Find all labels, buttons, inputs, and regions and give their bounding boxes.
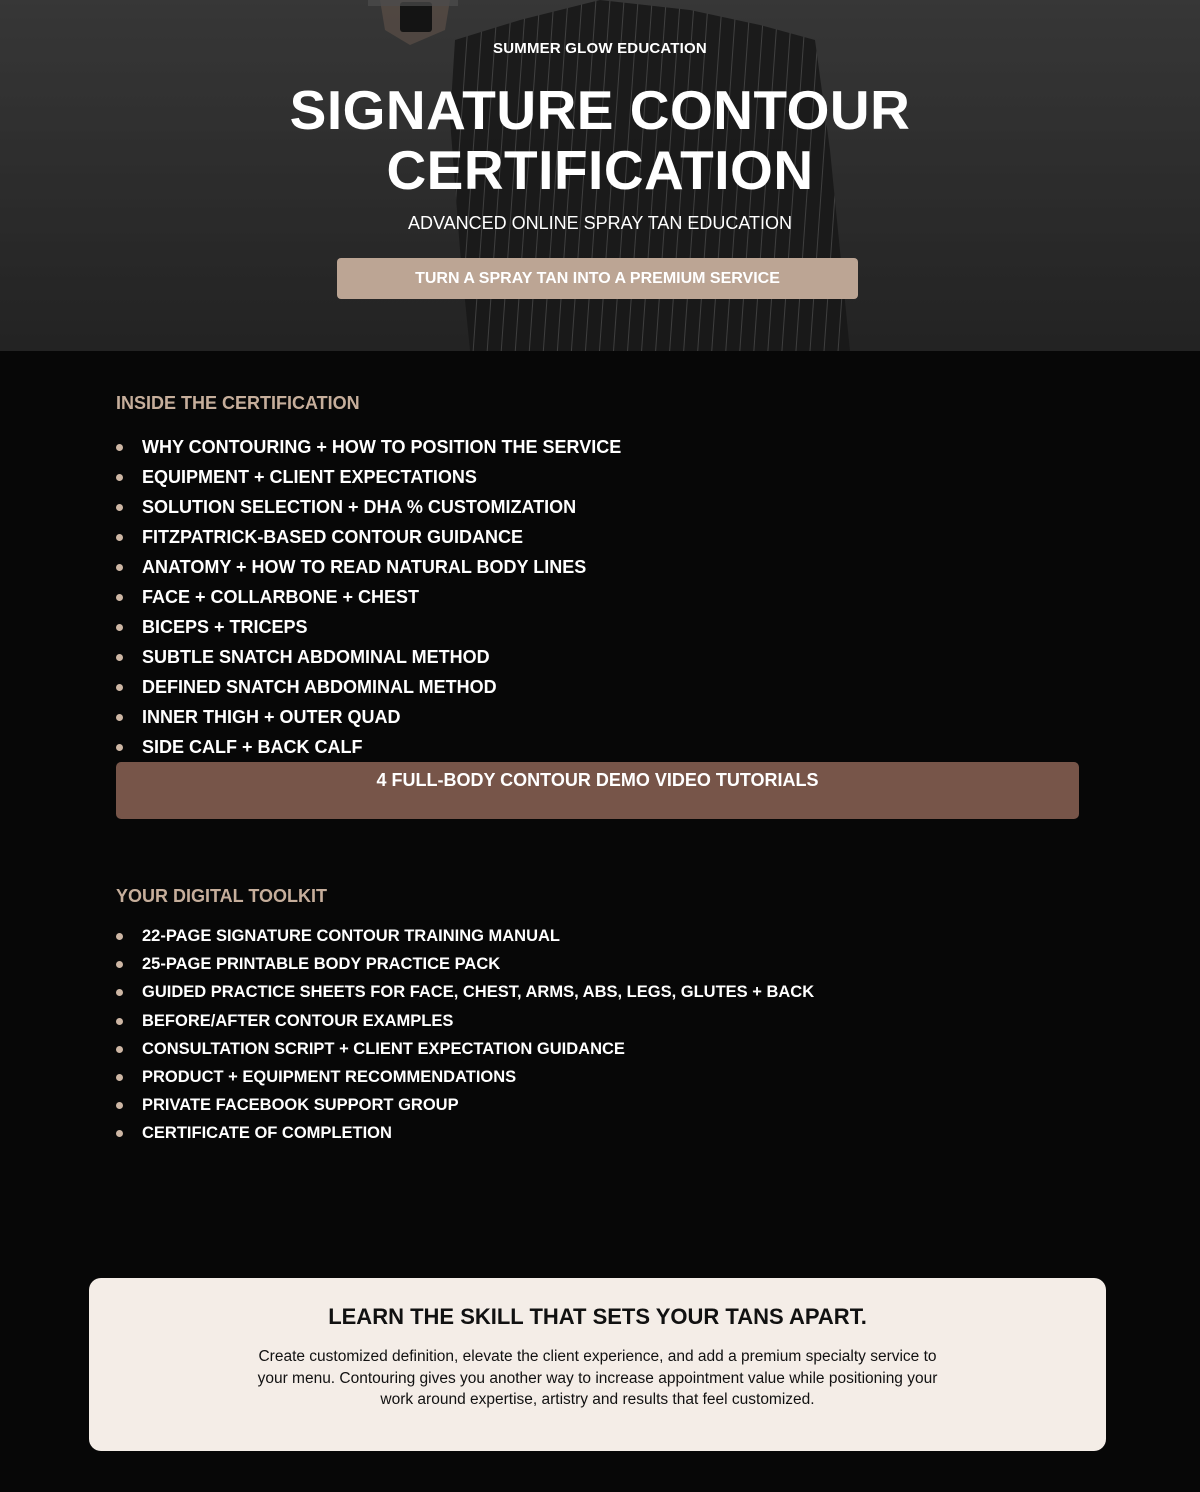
page-title bbox=[0, 80, 1200, 200]
list-item bbox=[116, 646, 621, 676]
bullet-icon bbox=[116, 744, 123, 751]
list-item-label: PRODUCT + EQUIPMENT RECOMMENDATIONS bbox=[142, 1067, 517, 1086]
bullet-icon bbox=[116, 933, 123, 940]
certification-heading: INSIDE THE CERTIFICATION bbox=[116, 393, 360, 413]
demo-videos-banner: 4 FULL-BODY CONTOUR DEMO VIDEO TUTORIALS bbox=[116, 762, 1079, 819]
list-item-label: SIDE CALF + BACK CALF bbox=[142, 737, 363, 757]
list-item bbox=[116, 1095, 814, 1123]
list-item-label: ANATOMY + HOW TO READ NATURAL BODY LINES bbox=[142, 557, 587, 577]
list-item bbox=[116, 496, 621, 526]
list-item-label: INNER THIGH + OUTER QUAD bbox=[142, 707, 401, 727]
bullet-icon bbox=[116, 989, 123, 996]
hero-section bbox=[0, 0, 1200, 351]
list-item bbox=[116, 556, 621, 586]
list-item bbox=[116, 676, 621, 706]
list-item bbox=[116, 616, 621, 646]
page-title-line-1: SIGNATURE CONTOUR bbox=[289, 79, 911, 141]
page-title-line-2: CERTIFICATION bbox=[386, 139, 814, 201]
list-item-label: BEFORE/AFTER CONTOUR EXAMPLES bbox=[142, 1011, 454, 1030]
page-subtitle: ADVANCED ONLINE SPRAY TAN EDUCATION bbox=[407, 213, 793, 233]
bullet-icon bbox=[116, 654, 123, 661]
bullet-icon bbox=[116, 1074, 123, 1081]
list-item-label: CERTIFICATE OF COMPLETION bbox=[142, 1124, 392, 1143]
list-item bbox=[116, 1011, 814, 1039]
bullet-icon bbox=[116, 624, 123, 631]
list-item-label: DEFINED SNATCH ABDOMINAL METHOD bbox=[142, 677, 497, 697]
list-item bbox=[116, 954, 814, 982]
toolkit-list bbox=[116, 926, 814, 1152]
bullet-icon bbox=[116, 504, 123, 511]
list-item bbox=[116, 526, 621, 556]
bullet-icon bbox=[116, 1102, 123, 1109]
bullet-icon bbox=[116, 961, 123, 968]
closing-card bbox=[89, 1278, 1106, 1451]
list-item-label: WHY CONTOURING + HOW TO POSITION THE SERVICE bbox=[142, 437, 622, 457]
brand-eyebrow: SUMMER GLOW EDUCATION bbox=[493, 40, 707, 57]
list-item-label: 25-PAGE PRINTABLE BODY PRACTICE PACK bbox=[142, 955, 501, 974]
bullet-icon bbox=[116, 564, 123, 571]
list-item-label: SOLUTION SELECTION + DHA % CUSTOMIZATION bbox=[142, 497, 577, 517]
bullet-icon bbox=[116, 1018, 123, 1025]
list-item bbox=[116, 436, 621, 466]
list-item bbox=[116, 586, 621, 616]
list-item bbox=[116, 982, 814, 1010]
toolkit-heading: YOUR DIGITAL TOOLKIT bbox=[116, 886, 327, 906]
bullet-icon bbox=[116, 534, 123, 541]
list-item-label: FACE + COLLARBONE + CHEST bbox=[142, 587, 420, 607]
bullet-icon bbox=[116, 1046, 123, 1053]
list-item-label: FITZPATRICK-BASED CONTOUR GUIDANCE bbox=[142, 527, 523, 547]
list-item-label: SUBTLE SNATCH ABDOMINAL METHOD bbox=[142, 647, 490, 667]
bullet-icon bbox=[116, 444, 123, 451]
list-item-label: PRIVATE FACEBOOK SUPPORT GROUP bbox=[142, 1096, 459, 1115]
list-item bbox=[116, 926, 814, 954]
list-item bbox=[116, 1039, 814, 1067]
list-item-label: BICEPS + TRICEPS bbox=[142, 617, 308, 637]
list-item bbox=[116, 466, 621, 496]
bullet-icon bbox=[116, 474, 123, 481]
list-item-label: 22-PAGE SIGNATURE CONTOUR TRAINING MANUAL bbox=[142, 927, 561, 945]
bullet-icon bbox=[116, 684, 123, 691]
list-item bbox=[116, 706, 621, 736]
list-item-label: CONSULTATION SCRIPT + CLIENT EXPECTATION GUIDANCE bbox=[142, 1039, 625, 1058]
bullet-icon bbox=[116, 1130, 123, 1137]
premium-service-cta-button[interactable]: TURN A SPRAY TAN INTO A PREMIUM SERVICE bbox=[337, 258, 858, 299]
certification-list bbox=[116, 436, 621, 766]
bullet-icon bbox=[116, 714, 123, 721]
list-item bbox=[116, 1067, 814, 1095]
list-item-label: EQUIPMENT + CLIENT EXPECTATIONS bbox=[142, 467, 477, 487]
bullet-icon bbox=[116, 594, 123, 601]
closing-body: Create customized definition, elevate the client experience, and add a premium specialty service to your menu. Contouring gives you another way to increase appointment value while positioning your work around expertise, artistry and results that feel customized. bbox=[257, 1348, 938, 1408]
closing-title: LEARN THE SKILL THAT SETS YOUR TANS APART. bbox=[328, 1304, 867, 1329]
list-item bbox=[116, 1123, 814, 1151]
list-item-label: GUIDED PRACTICE SHEETS FOR FACE, CHEST, ARMS, ABS, LEGS, GLUTES + BACK bbox=[142, 983, 815, 1002]
